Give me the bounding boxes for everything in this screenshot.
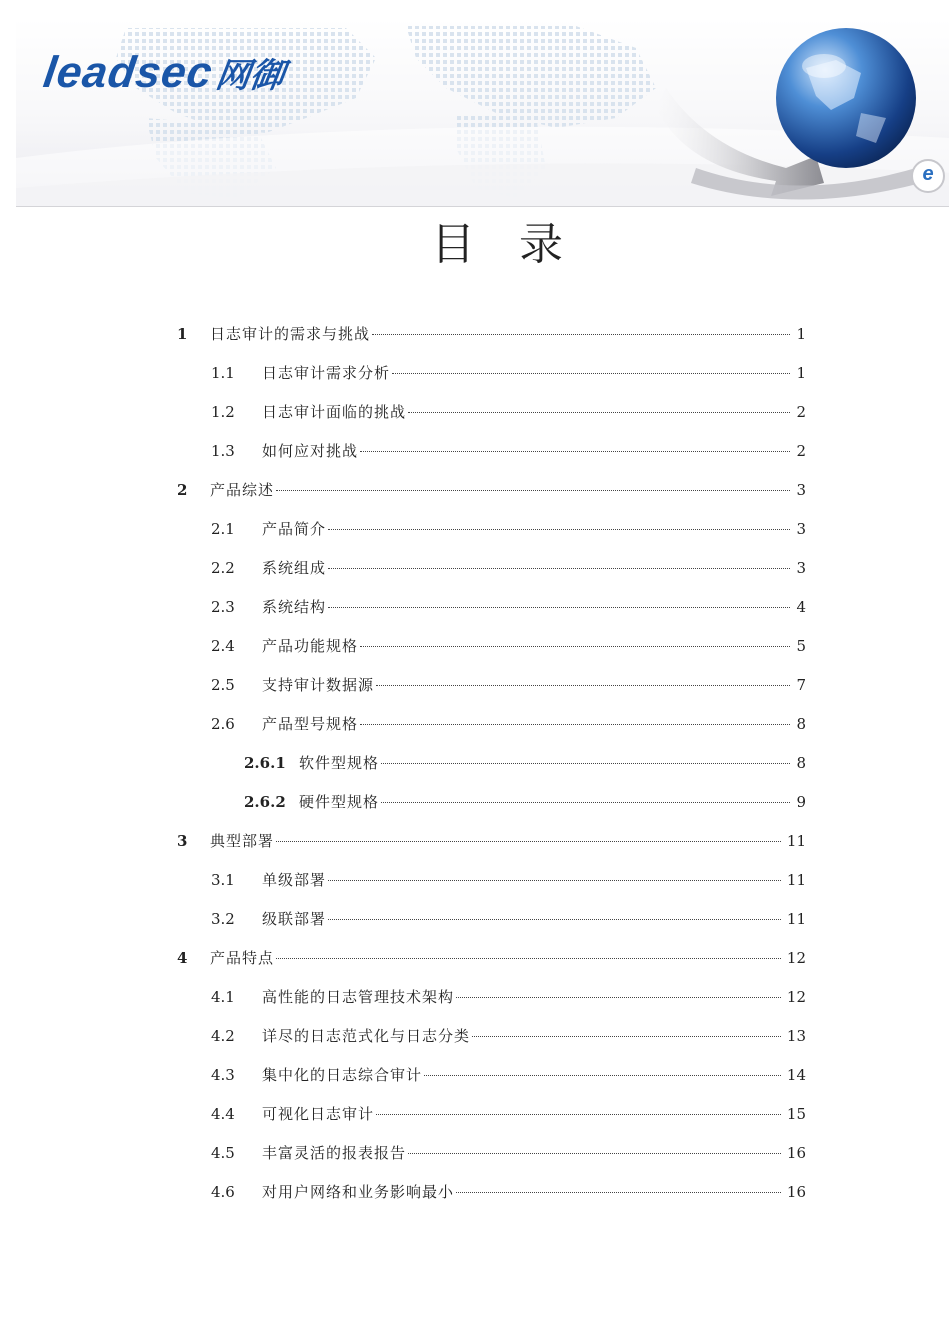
toc-leader-dots <box>456 997 781 998</box>
toc-entry[interactable] <box>177 829 806 853</box>
leadsec-logo: leadsec网御 <box>40 48 287 97</box>
toc-title: 如何应对挑战 <box>262 442 359 460</box>
toc-leader-dots <box>328 919 781 920</box>
toc-page-number: 3 <box>796 481 806 499</box>
toc-number: 2.5 <box>211 676 235 694</box>
e-badge-letter: e <box>922 163 934 185</box>
toc-leader-dots <box>328 568 790 569</box>
toc-number: 1.2 <box>211 403 235 421</box>
toc-title: 产品综述 <box>210 481 275 499</box>
toc-leader-dots <box>372 334 790 335</box>
toc-leader-dots <box>360 724 790 725</box>
toc-title: 系统组成 <box>262 559 327 577</box>
toc-entry[interactable] <box>177 322 806 346</box>
toc-number: 4 <box>177 949 188 967</box>
toc-page-number: 11 <box>786 871 806 889</box>
toc-title: 高性能的日志管理技术架构 <box>262 988 455 1006</box>
toc-page-number: 9 <box>796 793 806 811</box>
toc-leader-dots <box>276 841 781 842</box>
toc-number: 4.6 <box>211 1183 235 1201</box>
toc-title: 产品功能规格 <box>262 637 359 655</box>
toc-leader-dots <box>276 490 790 491</box>
toc-entry[interactable] <box>211 1063 806 1087</box>
toc-leader-dots <box>276 958 781 959</box>
toc-leader-dots <box>472 1036 781 1037</box>
toc-page-number: 12 <box>786 988 806 1006</box>
toc-title: 日志审计的需求与挑战 <box>210 325 371 343</box>
toc-entry[interactable] <box>211 517 806 541</box>
toc-number: 4.4 <box>211 1105 235 1123</box>
toc-leader-dots <box>408 1153 781 1154</box>
toc-title: 详尽的日志范式化与日志分类 <box>262 1027 471 1045</box>
toc-title: 丰富灵活的报表报告 <box>262 1144 407 1162</box>
toc-entry[interactable] <box>211 868 806 892</box>
page-title: 目录 <box>431 219 607 270</box>
toc-page-number: 14 <box>786 1066 806 1084</box>
toc-leader-dots <box>360 646 790 647</box>
toc-entry[interactable] <box>244 751 806 775</box>
toc-entry[interactable] <box>211 1024 806 1048</box>
toc-leader-dots <box>408 412 790 413</box>
toc-number: 4.5 <box>211 1144 235 1162</box>
toc-number: 2.3 <box>211 598 235 616</box>
toc-entry[interactable] <box>211 634 806 658</box>
toc-entry[interactable] <box>211 1102 806 1126</box>
toc-page-number: 2 <box>796 403 806 421</box>
world-map-graphic <box>16 18 949 206</box>
toc-page-number: 12 <box>786 949 806 967</box>
toc-leader-dots <box>424 1075 781 1076</box>
toc-title: 硬件型规格 <box>299 793 380 811</box>
toc-number: 2 <box>177 481 188 499</box>
toc-page-number: 8 <box>796 715 806 733</box>
toc-entry[interactable] <box>211 907 806 931</box>
toc-entry[interactable] <box>244 790 806 814</box>
toc-leader-dots <box>381 802 790 803</box>
toc-leader-dots <box>376 1114 781 1115</box>
toc-number: 4.1 <box>211 988 235 1006</box>
toc-number: 2.6.1 <box>244 754 286 772</box>
toc-leader-dots <box>376 685 790 686</box>
toc-page-number: 8 <box>796 754 806 772</box>
toc-entry[interactable] <box>177 946 806 970</box>
toc-title: 产品简介 <box>262 520 327 538</box>
toc-entry[interactable] <box>211 439 806 463</box>
toc-page-number: 1 <box>796 325 806 343</box>
toc-entry[interactable] <box>211 400 806 424</box>
toc-number: 2.4 <box>211 637 235 655</box>
toc-title: 级联部署 <box>262 910 327 928</box>
toc-title: 典型部署 <box>210 832 275 850</box>
toc-page-number: 16 <box>786 1144 806 1162</box>
header-banner <box>16 18 949 207</box>
toc-number: 3.2 <box>211 910 235 928</box>
toc-title: 对用户网络和业务影响最小 <box>262 1183 455 1201</box>
toc-entry[interactable] <box>211 1180 806 1204</box>
toc-number: 4.3 <box>211 1066 235 1084</box>
toc-number: 2.1 <box>211 520 235 538</box>
toc-page-number: 11 <box>786 832 806 850</box>
toc-page-number: 2 <box>796 442 806 460</box>
toc-title: 可视化日志审计 <box>262 1105 375 1123</box>
toc-title: 日志审计需求分析 <box>262 364 391 382</box>
toc-entry[interactable] <box>211 712 806 736</box>
toc-entry[interactable] <box>211 595 806 619</box>
toc-number: 3 <box>177 832 188 850</box>
toc-page-number: 1 <box>796 364 806 382</box>
toc-number: 2.6.2 <box>244 793 286 811</box>
toc-page-number: 3 <box>796 520 806 538</box>
toc-title: 单级部署 <box>262 871 327 889</box>
toc-number: 1.1 <box>211 364 235 382</box>
toc-leader-dots <box>328 529 790 530</box>
toc-title: 集中化的日志综合审计 <box>262 1066 423 1084</box>
toc-leader-dots <box>456 1192 781 1193</box>
toc-page-number: 7 <box>796 676 806 694</box>
toc-entry[interactable] <box>211 985 806 1009</box>
toc-title: 日志审计面临的挑战 <box>262 403 407 421</box>
toc-title: 系统结构 <box>262 598 327 616</box>
toc-entry[interactable] <box>177 478 806 502</box>
toc-title: 产品型号规格 <box>262 715 359 733</box>
toc-number: 1 <box>177 325 188 343</box>
toc-leader-dots <box>328 607 790 608</box>
toc-page-number: 16 <box>786 1183 806 1201</box>
toc-number: 3.1 <box>211 871 235 889</box>
toc-leader-dots <box>381 763 790 764</box>
toc-entry[interactable] <box>211 1141 806 1165</box>
toc-page-number: 5 <box>796 637 806 655</box>
toc-number: 4.2 <box>211 1027 235 1045</box>
toc-title: 支持审计数据源 <box>262 676 375 694</box>
toc-page-number: 3 <box>796 559 806 577</box>
toc-title: 产品特点 <box>210 949 275 967</box>
toc-leader-dots <box>360 451 790 452</box>
toc-number: 1.3 <box>211 442 235 460</box>
toc-entry[interactable] <box>211 673 806 697</box>
toc-leader-dots <box>328 880 781 881</box>
toc-leader-dots <box>392 373 790 374</box>
toc-entry[interactable] <box>211 361 806 385</box>
toc-title: 软件型规格 <box>299 754 380 772</box>
toc-page-number: 13 <box>786 1027 806 1045</box>
toc-page-number: 4 <box>796 598 806 616</box>
toc-number: 2.2 <box>211 559 235 577</box>
toc-page-number: 11 <box>786 910 806 928</box>
toc-page-number: 15 <box>786 1105 806 1123</box>
toc-number: 2.6 <box>211 715 235 733</box>
toc-entry[interactable] <box>211 556 806 580</box>
